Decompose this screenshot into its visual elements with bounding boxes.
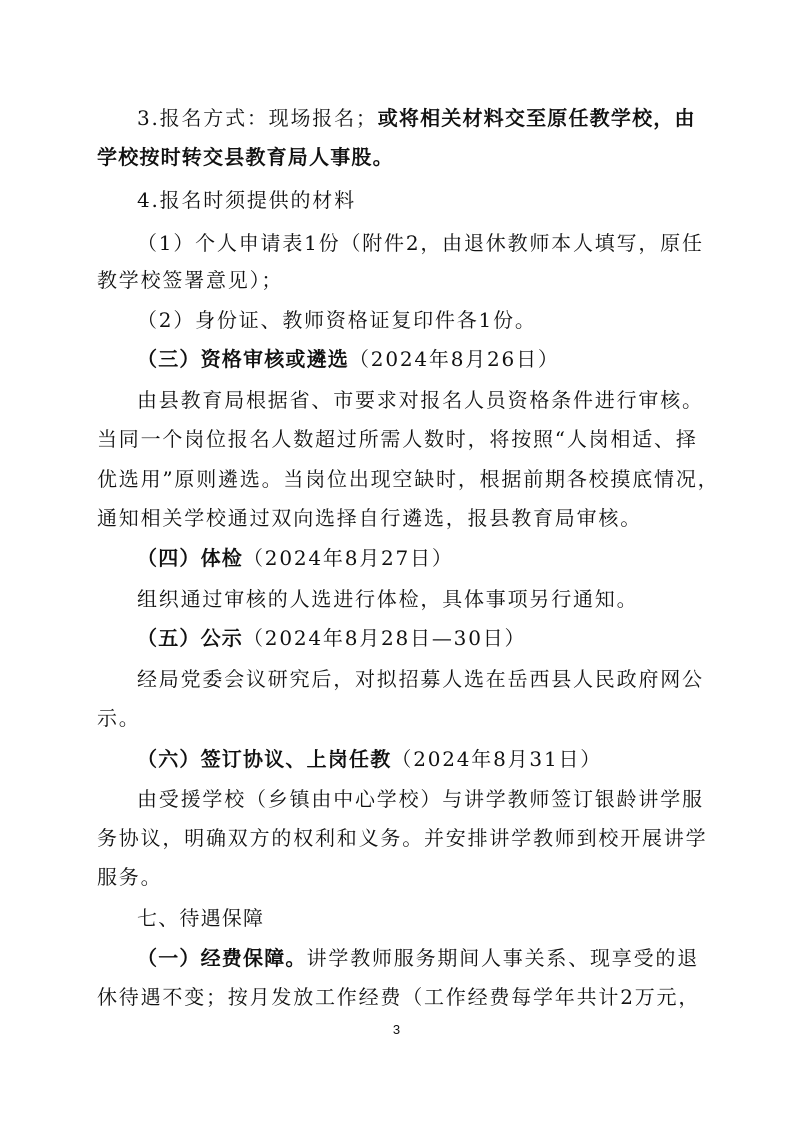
- section-agreement-title: （六）签订协议、上岗任教: [137, 747, 392, 771]
- paragraph-material-2: （2）身份证、教师资格证复印件各1份。: [137, 308, 537, 332]
- section-agreement-date: （2024年8月31日）: [391, 747, 603, 771]
- funding-bold-title: （一）经费保障。: [137, 946, 307, 970]
- section-heading-agreement: [97, 744, 697, 774]
- paragraph-registration-method: [97, 103, 697, 133]
- chapter-heading-benefits: 七、待遇保障: [137, 906, 265, 930]
- review-text-line: 通知相关学校通过双向选择自行遴选，报县教育局审核。: [97, 506, 642, 530]
- paragraph-funding: [97, 943, 700, 973]
- funding-text-continued: 休待遇不变；按月发放工作经费（工作经费每学年共计2万元，: [97, 985, 701, 1009]
- review-text-line: 由县教育局根据省、市要求对报名人员资格条件进行审核。: [137, 388, 704, 412]
- section-review-date: （2024年8月26日）: [349, 347, 560, 371]
- registration-method-text: 3.报名方式：现场报名；: [137, 106, 378, 130]
- section-heading-publicity: [97, 623, 697, 653]
- agreement-text-line: 由受援学校（乡镇由中心学校）与讲学教师签订银龄讲学服: [137, 787, 704, 811]
- section-heading-medical: [97, 543, 697, 573]
- registration-method-bold-text: 或将相关材料交至原任教学校，由: [377, 106, 696, 130]
- medical-text-line: 组织通过审核的人选进行体检，具体事项另行通知。: [137, 587, 639, 611]
- page-number: 3: [392, 1022, 401, 1037]
- publicity-text-line: 经局党委会议研究后，对拟招募人选在岳西县人民政府网公: [137, 667, 704, 691]
- publicity-text-line: 示。: [97, 706, 141, 730]
- section-publicity-date: （2024年8月28日—30日）: [243, 626, 527, 650]
- funding-text: 讲学教师服务期间人事关系、现享受的退: [306, 946, 700, 970]
- section-medical-title: （四）体检: [137, 546, 243, 570]
- agreement-text-line: 服务。: [97, 865, 163, 889]
- section-review-title: （三）资格审核或遴选: [137, 347, 349, 371]
- paragraph-material-1: （1）个人申请表1份（附件2，由退休教师本人填写，原任: [137, 231, 704, 255]
- section-publicity-title: （五）公示: [137, 626, 243, 650]
- review-text-line: 优选用”原则遴选。当岗位出现空缺时，根据前期各校摸底情况，: [97, 467, 720, 491]
- agreement-text-line: 务协议，明确双方的权利和义务。并安排讲学教师到校开展讲学: [97, 826, 708, 850]
- registration-method-continued: 学校按时转交县教育局人事股。: [97, 145, 394, 169]
- review-text-line: 当同一个岗位报名人数超过所需人数时，将按照“人岗相适、择: [97, 427, 698, 451]
- paragraph-required-materials: 4.报名时须提供的材料: [137, 188, 356, 212]
- section-medical-date: （2024年8月27日）: [243, 546, 454, 570]
- section-heading-review: [97, 344, 697, 374]
- paragraph-material-1-continued: 教学校签署意见）；: [97, 268, 284, 292]
